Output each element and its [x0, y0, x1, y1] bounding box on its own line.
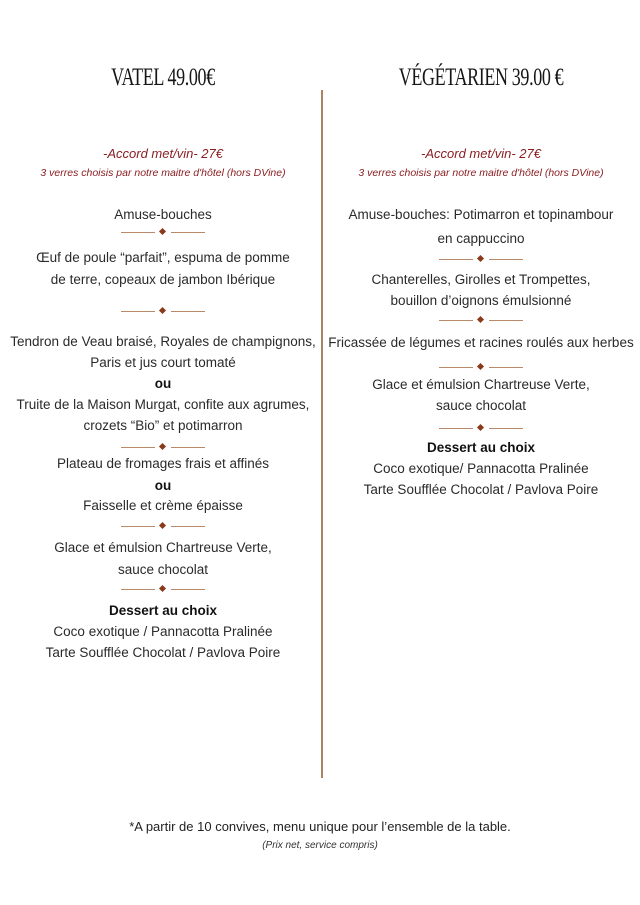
diamond-icon	[159, 228, 166, 235]
or-separator: ou	[154, 478, 172, 493]
ornament-divider	[121, 443, 205, 451]
or-separator: ou	[154, 376, 172, 391]
diamond-icon	[477, 316, 484, 323]
course-line: Paris et jus court tomaté	[90, 355, 236, 370]
diamond-icon	[159, 522, 166, 529]
wine-pairing: -Accord met/vin- 27€	[421, 146, 541, 161]
course-line: en cappuccino	[437, 231, 525, 246]
ornament-divider	[439, 424, 523, 432]
menu-title: VÉGÉTARIEN 39.00 €	[398, 64, 564, 91]
diamond-icon	[159, 443, 166, 450]
wine-pairing-note: 3 verres choisis par notre maitre d'hôtel (hors DVine)	[358, 167, 604, 179]
course-line: de terre, copeaux de jambon Ibérique	[50, 272, 276, 287]
course-line: Amuse-bouches	[114, 207, 212, 222]
course-line: bouillon d’oignons émulsionné	[390, 293, 572, 308]
course-line: Tarte Soufflée Chocolat / Pavlova Poire	[45, 645, 281, 660]
ornament-divider	[121, 228, 205, 236]
course-line: Truite de la Maison Murgat, confite aux agrumes,	[16, 397, 310, 412]
column-divider	[321, 90, 323, 778]
course-line: Glace et émulsion Chartreuse Verte,	[372, 377, 590, 392]
course-line: sauce chocolat	[435, 398, 527, 413]
course-line: Tendron de Veau braisé, Royales de champignons,	[10, 334, 316, 349]
ornament-divider	[121, 585, 205, 593]
course-line: Coco exotique / Pannacotta Pralinée	[53, 624, 273, 639]
diamond-icon	[477, 255, 484, 262]
wine-pairing: -Accord met/vin- 27€	[103, 146, 223, 161]
course-line: Fricassée de légumes et racines roulés aux herbes	[328, 335, 634, 350]
course-line: Tarte Soufflée Chocolat / Pavlova Poire	[363, 482, 599, 497]
ornament-divider	[439, 316, 523, 324]
course-line: Glace et émulsion Chartreuse Verte,	[54, 540, 272, 555]
diamond-icon	[159, 307, 166, 314]
course-line: Amuse-bouches: Potimarron et topinambour	[348, 207, 614, 222]
menu-title: VATEL 49.00€	[111, 64, 215, 91]
course-line: Chanterelles, Girolles et Trompettes,	[371, 272, 591, 287]
diamond-icon	[477, 363, 484, 370]
course-line: Coco exotique/ Pannacotta Pralinée	[373, 461, 589, 476]
wine-pairing-note: 3 verres choisis par notre maitre d'hôtel (hors DVine)	[40, 167, 286, 179]
ornament-divider	[121, 307, 205, 315]
diamond-icon	[477, 424, 484, 431]
course-line: Œuf de poule “parfait”, espuma de pomme	[36, 250, 290, 265]
ornament-divider	[439, 363, 523, 371]
dessert-heading: Dessert au choix	[426, 440, 536, 455]
price-note: (Prix net, service compris)	[262, 840, 378, 851]
ornament-divider	[121, 522, 205, 530]
group-note: *A partir de 10 convives, menu unique pour l’ensemble de la table.	[129, 819, 511, 834]
course-line: crozets “Bio” et potimarron	[83, 418, 243, 433]
course-line: Plateau de fromages frais et affinés	[56, 456, 270, 471]
course-line: Faisselle et crème épaisse	[83, 498, 243, 513]
ornament-divider	[439, 255, 523, 263]
dessert-heading: Dessert au choix	[108, 603, 218, 618]
diamond-icon	[159, 585, 166, 592]
course-line: sauce chocolat	[117, 562, 209, 577]
